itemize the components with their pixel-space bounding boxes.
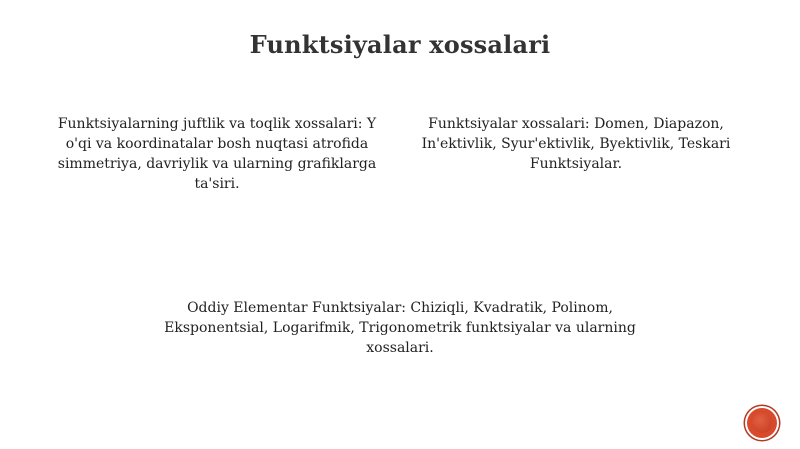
text-block-elementary-functions: Oddiy Elementar Funktsiyalar: Chiziqli, Kvadratik, Polinom, Eksponentsial, Logarifmik, Trigonometrik funktsiyalar va ularning xossalari.	[164, 300, 636, 356]
slide-title: Funktsiyalar xossalari	[249, 30, 551, 59]
text-block-parity: Funktsiyalarning juftlik va toqlik xossalari: Y o'qi va koordinatalar bosh nuqtasi atrofida simmetriya, davriylik va ularning grafiklarga ta'siri.	[57, 116, 377, 192]
next-slide-circle-icon[interactable]	[747, 408, 777, 438]
text-block-properties: Funktsiyalar xossalari: Domen, Diapazon, In'ektivlik, Syur'ektivlik, Byektivlik, Teskari Funktsiyalar.	[421, 116, 731, 172]
